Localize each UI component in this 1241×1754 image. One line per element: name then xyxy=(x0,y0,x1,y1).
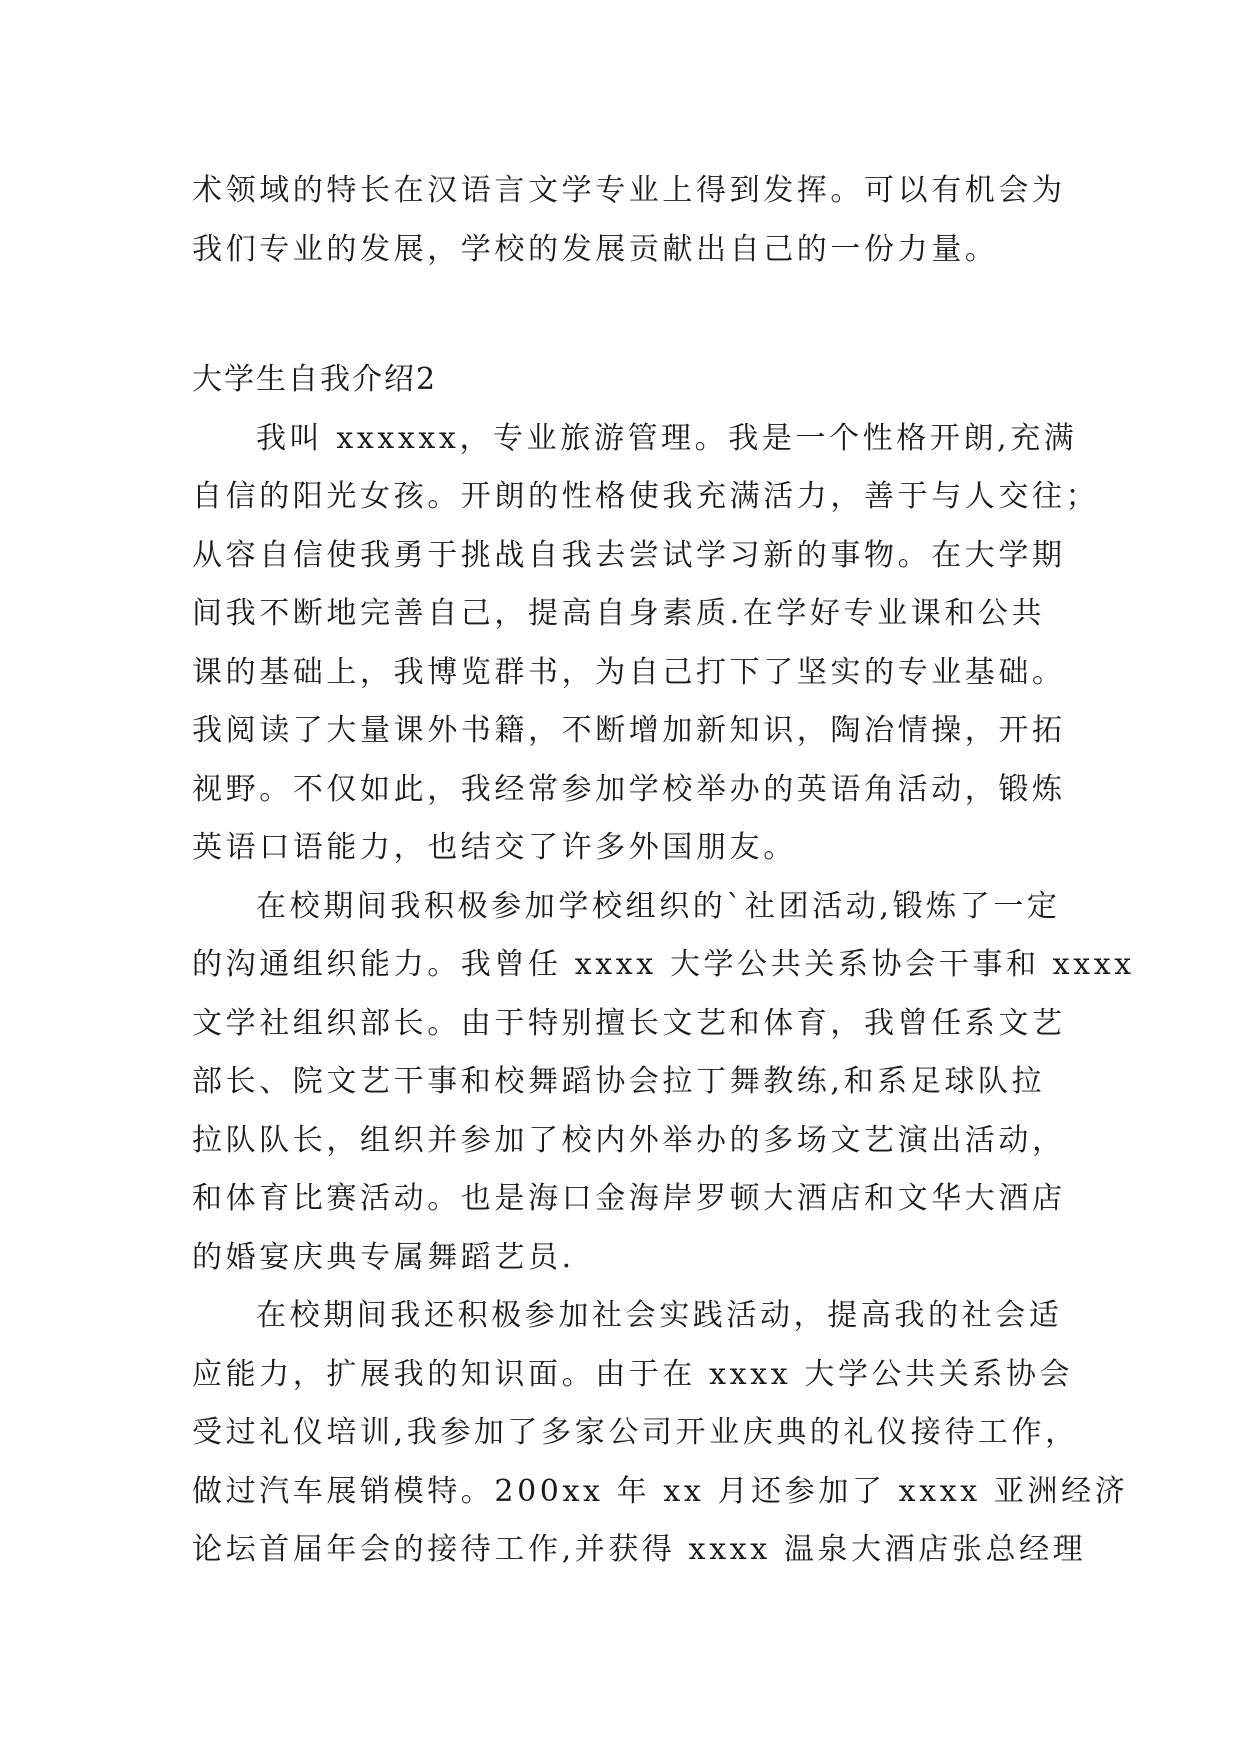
text-line: 的沟通组织能力。我曾任 xxxx 大学公共关系协会干事和 xxxx xyxy=(192,947,1135,982)
text-line: 的婚宴庆典专属舞蹈艺员. xyxy=(192,1239,575,1275)
paragraph-1 xyxy=(192,410,1100,878)
paragraph-3 xyxy=(192,1287,1129,1580)
text-line: 论坛首届年会的接待工作,并获得 xxxx 温泉大酒店张总经理 xyxy=(192,1532,1087,1567)
text-line: 我阅读了大量课外书籍，不断增加新知识，陶冶情操，开拓 xyxy=(192,713,1066,748)
text-line: 英语口语能力，也结交了许多外国朋友。 xyxy=(192,830,797,865)
text-line: 从容自信使我勇于挑战自我去尝试学习新的事物。在大学期 xyxy=(192,537,1066,573)
text-line: 和体育比赛活动。也是海口金海岸罗顿大酒店和文华大酒店 xyxy=(192,1181,1066,1216)
section-gap xyxy=(192,279,1072,351)
document-body xyxy=(192,162,1135,1580)
text-line: 拉队队长，组织并参加了校内外举办的多场文艺演出活动， xyxy=(192,1122,1066,1158)
text-line: 课的基础上，我博览群书，为自己打下了坚实的专业基础。 xyxy=(192,654,1066,690)
paragraph-2 xyxy=(192,878,1135,1288)
text-line: 受过礼仪培训,我参加了多家公司开业庆典的礼仪接待工作， xyxy=(192,1415,1079,1450)
text-line: 部长、院文艺干事和校舞蹈协会拉丁舞教练,和系足球队拉 xyxy=(192,1064,1046,1099)
text-line: 我叫 xxxxxx，专业旅游管理。我是一个性格开朗,充满 xyxy=(256,420,1078,456)
text-line: 在校期间我还积极参加社会实践活动，提高我的社会适 xyxy=(256,1298,1063,1333)
text-line: 做过汽车展销模特。200xx 年 xx 月还参加了 xxxx 亚洲经济 xyxy=(192,1473,1129,1509)
text-line: 在校期间我积极参加学校组织的`社团活动,锻炼了一定 xyxy=(256,888,1061,924)
text-line: 术领域的特长在汉语言文学专业上得到发挥。可以有机会为 xyxy=(192,173,1066,208)
text-line: 视野。不仅如此，我经常参加学校举办的英语角活动，锻炼 xyxy=(192,771,1066,807)
section-title: 大学生自我介绍2 xyxy=(192,362,438,397)
text-line: 间我不断地完善自己，提高自身素质.在学好专业课和公共 xyxy=(192,596,1046,631)
text-line: 我们专业的发展，学校的发展贡献出自己的一份力量。 xyxy=(192,231,999,267)
text-line: 自信的阳光女孩。开朗的性格使我充满活力，善于与人交往； xyxy=(192,479,1100,514)
intro-continuation xyxy=(192,162,1072,279)
text-line: 应能力，扩展我的知识面。由于在 xxxx 大学公共关系协会 xyxy=(192,1356,1074,1392)
text-line: 文学社组织部长。由于特别擅长文艺和体育，我曾任系文艺 xyxy=(192,1005,1066,1041)
